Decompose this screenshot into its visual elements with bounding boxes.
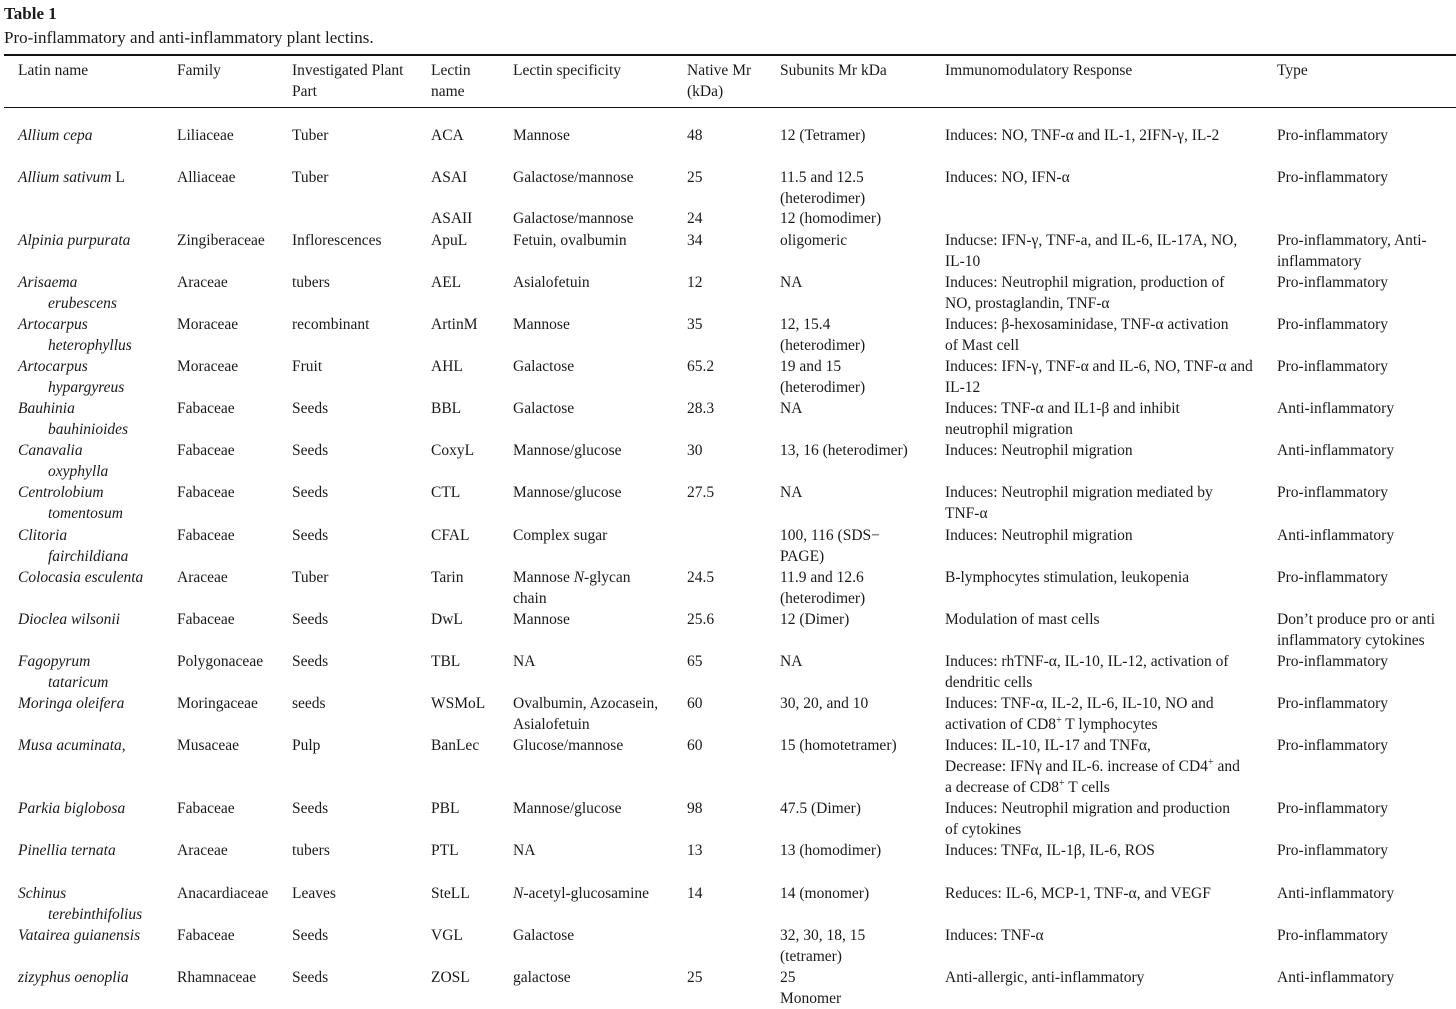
cell-native-mr: 98	[687, 800, 703, 817]
cell-native-mr: 14	[687, 885, 703, 902]
cell-type: Pro-inflammatory	[1277, 316, 1389, 333]
cell-lectin-name: TBL	[431, 653, 461, 670]
cell-family: Anacardiaceae	[177, 885, 269, 902]
cell-family: Moraceae	[177, 316, 239, 333]
cell-type: Anti-inflammatory	[1277, 400, 1395, 417]
header-plant-part: Investigated Plant Part	[292, 62, 404, 100]
cell-plant-part: Tuber	[292, 569, 329, 586]
cell-lectin-specificity: Mannose	[513, 611, 570, 628]
header-type: Type	[1277, 62, 1308, 79]
cell-family: Liliaceae	[177, 127, 234, 144]
cell-plant-part: Seeds	[292, 611, 329, 628]
cell-lectin-name: WSMoL	[431, 695, 486, 712]
cell-lectin-specificity: Galactose/mannose	[513, 210, 634, 227]
cell-lectin-name: BanLec	[431, 737, 480, 754]
cell-subunits-mr: NA	[780, 400, 803, 417]
cell-subunits-mr: NA	[780, 274, 803, 291]
cell-subunits-mr: 25 Monomer	[780, 969, 842, 1007]
cell-immunomodulatory-response: Induces: TNFα, IL-1β, IL-6, ROS	[945, 842, 1155, 859]
cell-immunomodulatory-response: Induces: Neutrophil migration	[945, 442, 1133, 459]
cell-subunits-mr: 13 (homodimer)	[780, 842, 882, 859]
cell-latin-name: Allium sativum L	[18, 169, 125, 186]
cell-family: Moringaceae	[177, 695, 258, 712]
cell-latin-name: Vatairea guianensis	[18, 927, 141, 944]
cell-lectin-specificity: Complex sugar	[513, 527, 608, 544]
cell-latin-name: Allium cepa	[18, 127, 93, 144]
cell-family: Musaceae	[177, 737, 239, 754]
cell-plant-part: Inflorescences	[292, 232, 382, 249]
cell-lectin-name: CFAL	[431, 527, 470, 544]
cell-type: Pro-inflammatory	[1277, 695, 1389, 712]
cell-type: Pro-inflammatory	[1277, 169, 1389, 186]
cell-native-mr: 24	[687, 210, 703, 227]
cell-latin-name: Pinellia ternata	[18, 842, 116, 859]
cell-subunits-mr: 14 (monomer)	[780, 885, 870, 902]
cell-subunits-mr: 30, 20, and 10	[780, 695, 869, 712]
cell-type: Pro-inflammatory	[1277, 653, 1389, 670]
cell-immunomodulatory-response: Inducse: IFN-γ, TNF-a, and IL-6, IL-17A, NO, IL-10	[945, 232, 1238, 270]
cell-native-mr: 30	[687, 442, 703, 459]
cell-plant-part: Seeds	[292, 400, 329, 417]
header-native-mr: Native Mr (kDa)	[687, 62, 752, 100]
cell-native-mr: 25.6	[687, 611, 715, 628]
cell-plant-part: Tuber	[292, 169, 329, 186]
cell-family: Fabaceae	[177, 800, 235, 817]
cell-native-mr: 34	[687, 232, 703, 249]
cell-family: Araceae	[177, 842, 228, 859]
cell-latin-name: Dioclea wilsonii	[18, 611, 121, 628]
cell-lectin-specificity: N-acetyl-glucosamine	[513, 885, 650, 902]
cell-family: Fabaceae	[177, 400, 235, 417]
cell-lectin-specificity: Asialofetuin	[513, 274, 590, 291]
cell-plant-part: Fruit	[292, 358, 323, 375]
header-family: Family	[177, 62, 221, 79]
cell-plant-part: Seeds	[292, 653, 329, 670]
cell-plant-part: Pulp	[292, 737, 321, 754]
header-latin-name: Latin name	[18, 62, 89, 79]
cell-immunomodulatory-response: Induces: Neutrophil migration and production of cytokines	[945, 800, 1230, 838]
cell-immunomodulatory-response: Induces: TNF-α	[945, 927, 1044, 944]
cell-plant-part: tubers	[292, 842, 330, 859]
cell-lectin-name: ASAII	[431, 210, 473, 227]
cell-plant-part: Tuber	[292, 127, 329, 144]
cell-family: Fabaceae	[177, 927, 235, 944]
cell-type: Don’t produce pro or anti inflammatory cytokines	[1277, 611, 1436, 649]
cell-lectin-name: VGL	[431, 927, 463, 944]
cell-lectin-name: ASAI	[431, 169, 468, 186]
cell-type: Pro-inflammatory, Anti- inflammatory	[1277, 232, 1427, 270]
cell-subunits-mr: oligomeric	[780, 232, 848, 249]
cell-subunits-mr: NA	[780, 484, 803, 501]
cell-lectin-specificity: Galactose	[513, 400, 575, 417]
cell-type: Pro-inflammatory	[1277, 737, 1389, 754]
cell-lectin-specificity: Mannose N-glycan chain	[513, 569, 631, 607]
cell-subunits-mr: 13, 16 (heterodimer)	[780, 442, 908, 459]
cell-latin-name: Bauhinia bauhinioides	[18, 400, 129, 438]
cell-family: Rhamnaceae	[177, 969, 257, 986]
cell-lectin-specificity: Mannose/glucose	[513, 800, 622, 817]
cell-lectin-name: PTL	[431, 842, 459, 859]
cell-subunits-mr: 12 (Dimer)	[780, 611, 850, 628]
cell-lectin-specificity: galactose	[513, 969, 571, 986]
cell-immunomodulatory-response: Anti-allergic, anti-inflammatory	[945, 969, 1145, 986]
cell-subunits-mr: 47.5 (Dimer)	[780, 800, 861, 817]
cell-latin-name: Fagopyrum tataricum	[18, 653, 109, 691]
cell-family: Moraceae	[177, 358, 239, 375]
cell-native-mr: 13	[687, 842, 703, 859]
header-lectin-specificity: Lectin specificity	[513, 62, 622, 79]
header-immunomodulatory-response: Immunomodulatory Response	[945, 62, 1133, 79]
cell-immunomodulatory-response: B-lymphocytes stimulation, leukopenia	[945, 569, 1190, 586]
cell-immunomodulatory-response: Induces: TNF-α and IL1-β and inhibit neutrophil migration	[945, 400, 1180, 438]
cell-subunits-mr: 19 and 15 (heterodimer)	[780, 358, 866, 396]
cell-immunomodulatory-response: Induces: TNF-α, IL-2, IL-6, IL-10, NO and activation of CD8+ T lymphocytes	[945, 695, 1214, 733]
cell-lectin-specificity: Galactose	[513, 358, 575, 375]
cell-family: Zingiberaceae	[177, 232, 265, 249]
cell-type: Pro-inflammatory	[1277, 484, 1389, 501]
cell-subunits-mr: 32, 30, 18, 15 (tetramer)	[780, 927, 866, 965]
cell-plant-part: Seeds	[292, 527, 329, 544]
cell-plant-part: recombinant	[292, 316, 370, 333]
cell-family: Fabaceae	[177, 527, 235, 544]
cell-latin-name: Schinus terebinthifolius	[18, 885, 143, 923]
cell-plant-part: tubers	[292, 274, 330, 291]
cell-lectin-name: CoxyL	[431, 442, 475, 459]
cell-plant-part: Seeds	[292, 927, 329, 944]
cell-lectin-specificity: NA	[513, 842, 536, 859]
cell-native-mr: 27.5	[687, 484, 715, 501]
cell-lectin-name: CTL	[431, 484, 461, 501]
cell-latin-name: Clitoria fairchildiana	[18, 527, 129, 565]
cell-family: Polygonaceae	[177, 653, 264, 670]
cell-immunomodulatory-response: Induces: Neutrophil migration mediated by TNF-α	[945, 484, 1213, 522]
cell-lectin-specificity: Mannose	[513, 127, 570, 144]
cell-subunits-mr: 11.5 and 12.5 (heterodimer)	[780, 169, 866, 207]
cell-subunits-mr: 12 (Tetramer)	[780, 127, 866, 144]
cell-lectin-name: ApuL	[431, 232, 468, 249]
cell-latin-name: Artocarpus hypargyreus	[18, 358, 125, 396]
cell-native-mr: 60	[687, 695, 703, 712]
cell-latin-name: Moringa oleifera	[18, 695, 125, 712]
cell-native-mr: 12	[687, 274, 703, 291]
cell-plant-part: Seeds	[292, 442, 329, 459]
cell-latin-name: Artocarpus heterophyllus	[18, 316, 132, 354]
cell-family: Alliaceae	[177, 169, 236, 186]
cell-immunomodulatory-response: Induces: Neutrophil migration	[945, 527, 1133, 544]
cell-latin-name: Parkia biglobosa	[18, 800, 126, 817]
cell-plant-part: Seeds	[292, 969, 329, 986]
header-subunits-mr: Subunits Mr kDa	[780, 62, 887, 79]
cell-lectin-specificity: Mannose/glucose	[513, 484, 622, 501]
cell-type: Pro-inflammatory	[1277, 358, 1389, 375]
cell-immunomodulatory-response: Induces: NO, TNF-α and IL-1, 2IFN-γ, IL-2	[945, 127, 1220, 144]
cell-lectin-specificity: Galactose	[513, 927, 575, 944]
cell-native-mr: 35	[687, 316, 703, 333]
cell-type: Pro-inflammatory	[1277, 569, 1389, 586]
table-caption: Pro-inflammatory and anti-inflammatory plant lectins.	[4, 28, 374, 47]
cell-type: Anti-inflammatory	[1277, 969, 1395, 986]
cell-latin-name: Colocasia esculenta	[18, 569, 144, 586]
cell-family: Fabaceae	[177, 484, 235, 501]
cell-latin-name: Centrolobium tomentosum	[18, 484, 123, 522]
cell-immunomodulatory-response: Induces: Neutrophil migration, production of NO, prostaglandin, TNF-α	[945, 274, 1225, 312]
cell-latin-name: Arisaema erubescens	[18, 274, 117, 312]
cell-plant-part: Leaves	[292, 885, 336, 902]
cell-native-mr: 48	[687, 127, 703, 144]
cell-immunomodulatory-response: Induces: β-hexosaminidase, TNF-α activation of Mast cell	[945, 316, 1229, 354]
cell-native-mr: 60	[687, 737, 703, 754]
cell-lectin-name: AHL	[431, 358, 463, 375]
cell-family: Araceae	[177, 569, 228, 586]
cell-latin-name: Alpinia purpurata	[18, 232, 131, 249]
cell-plant-part: Seeds	[292, 800, 329, 817]
cell-lectin-specificity: Mannose/glucose	[513, 442, 622, 459]
table-title: Table 1	[4, 4, 57, 23]
cell-native-mr: 65.2	[687, 358, 715, 375]
cell-type: Anti-inflammatory	[1277, 442, 1395, 459]
cell-family: Araceae	[177, 274, 228, 291]
cell-subunits-mr: 11.9 and 12.6 (heterodimer)	[780, 569, 866, 607]
cell-lectin-name: ACA	[431, 127, 464, 144]
cell-immunomodulatory-response: Induces: NO, IFN-α	[945, 169, 1070, 186]
cell-lectin-specificity: Galactose/mannose	[513, 169, 634, 186]
cell-type: Pro-inflammatory	[1277, 127, 1389, 144]
cell-subunits-mr: 15 (homotetramer)	[780, 737, 897, 754]
cell-lectin-specificity: Glucose/mannose	[513, 737, 624, 754]
cell-lectin-name: ArtinM	[431, 316, 478, 333]
cell-latin-name: Canavalia oxyphylla	[18, 442, 109, 480]
cell-immunomodulatory-response: Induces: IFN-γ, TNF-α and IL-6, NO, TNF-α and IL-12	[945, 358, 1253, 396]
cell-family: Fabaceae	[177, 442, 235, 459]
cell-lectin-name: Tarin	[431, 569, 464, 586]
cell-native-mr: 25	[687, 169, 703, 186]
cell-lectin-specificity: Mannose	[513, 316, 570, 333]
header-lectin-name: Lectin name	[431, 62, 471, 100]
cell-subunits-mr: 12 (homodimer)	[780, 210, 882, 227]
cell-lectin-name: ZOSL	[431, 969, 470, 986]
top-rule	[4, 54, 1456, 56]
cell-native-mr: 25	[687, 969, 703, 986]
header-rule	[4, 107, 1456, 108]
cell-latin-name: zizyphus oenoplia	[18, 969, 129, 986]
cell-type: Pro-inflammatory	[1277, 842, 1389, 859]
cell-latin-name: Musa acuminata,	[18, 737, 126, 754]
cell-native-mr: 65	[687, 653, 703, 670]
cell-type: Pro-inflammatory	[1277, 274, 1389, 291]
cell-type: Anti-inflammatory	[1277, 527, 1395, 544]
cell-subunits-mr: 100, 116 (SDS− PAGE)	[780, 527, 880, 565]
cell-lectin-name: BBL	[431, 400, 462, 417]
cell-lectin-name: DwL	[431, 611, 463, 628]
cell-plant-part: seeds	[292, 695, 326, 712]
cell-plant-part: Seeds	[292, 484, 329, 501]
cell-native-mr: 28.3	[687, 400, 715, 417]
cell-type: Pro-inflammatory	[1277, 927, 1389, 944]
cell-family: Fabaceae	[177, 611, 235, 628]
cell-subunits-mr: 12, 15.4 (heterodimer)	[780, 316, 866, 354]
cell-subunits-mr: NA	[780, 653, 803, 670]
cell-native-mr: 24.5	[687, 569, 715, 586]
cell-type: Pro-inflammatory	[1277, 800, 1389, 817]
cell-immunomodulatory-response: Modulation of mast cells	[945, 611, 1100, 628]
cell-lectin-specificity: NA	[513, 653, 536, 670]
cell-lectin-name: PBL	[431, 800, 460, 817]
cell-immunomodulatory-response: Induces: IL-10, IL-17 and TNFα, Decrease: IFNγ and IL-6. increase of CD4+ and a decrease of CD8+ T cells	[945, 737, 1240, 796]
cell-lectin-specificity: Ovalbumin, Azocasein, Asialofetuin	[513, 695, 659, 733]
cell-immunomodulatory-response: Induces: rhTNF-α, IL-10, IL-12, activation of dendritic cells	[945, 653, 1229, 691]
cell-lectin-name: SteLL	[431, 885, 470, 902]
cell-lectin-specificity: Fetuin, ovalbumin	[513, 232, 627, 249]
cell-type: Anti-inflammatory	[1277, 885, 1395, 902]
cell-lectin-name: AEL	[431, 274, 462, 291]
cell-immunomodulatory-response: Reduces: IL-6, MCP-1, TNF-α, and VEGF	[945, 885, 1211, 902]
